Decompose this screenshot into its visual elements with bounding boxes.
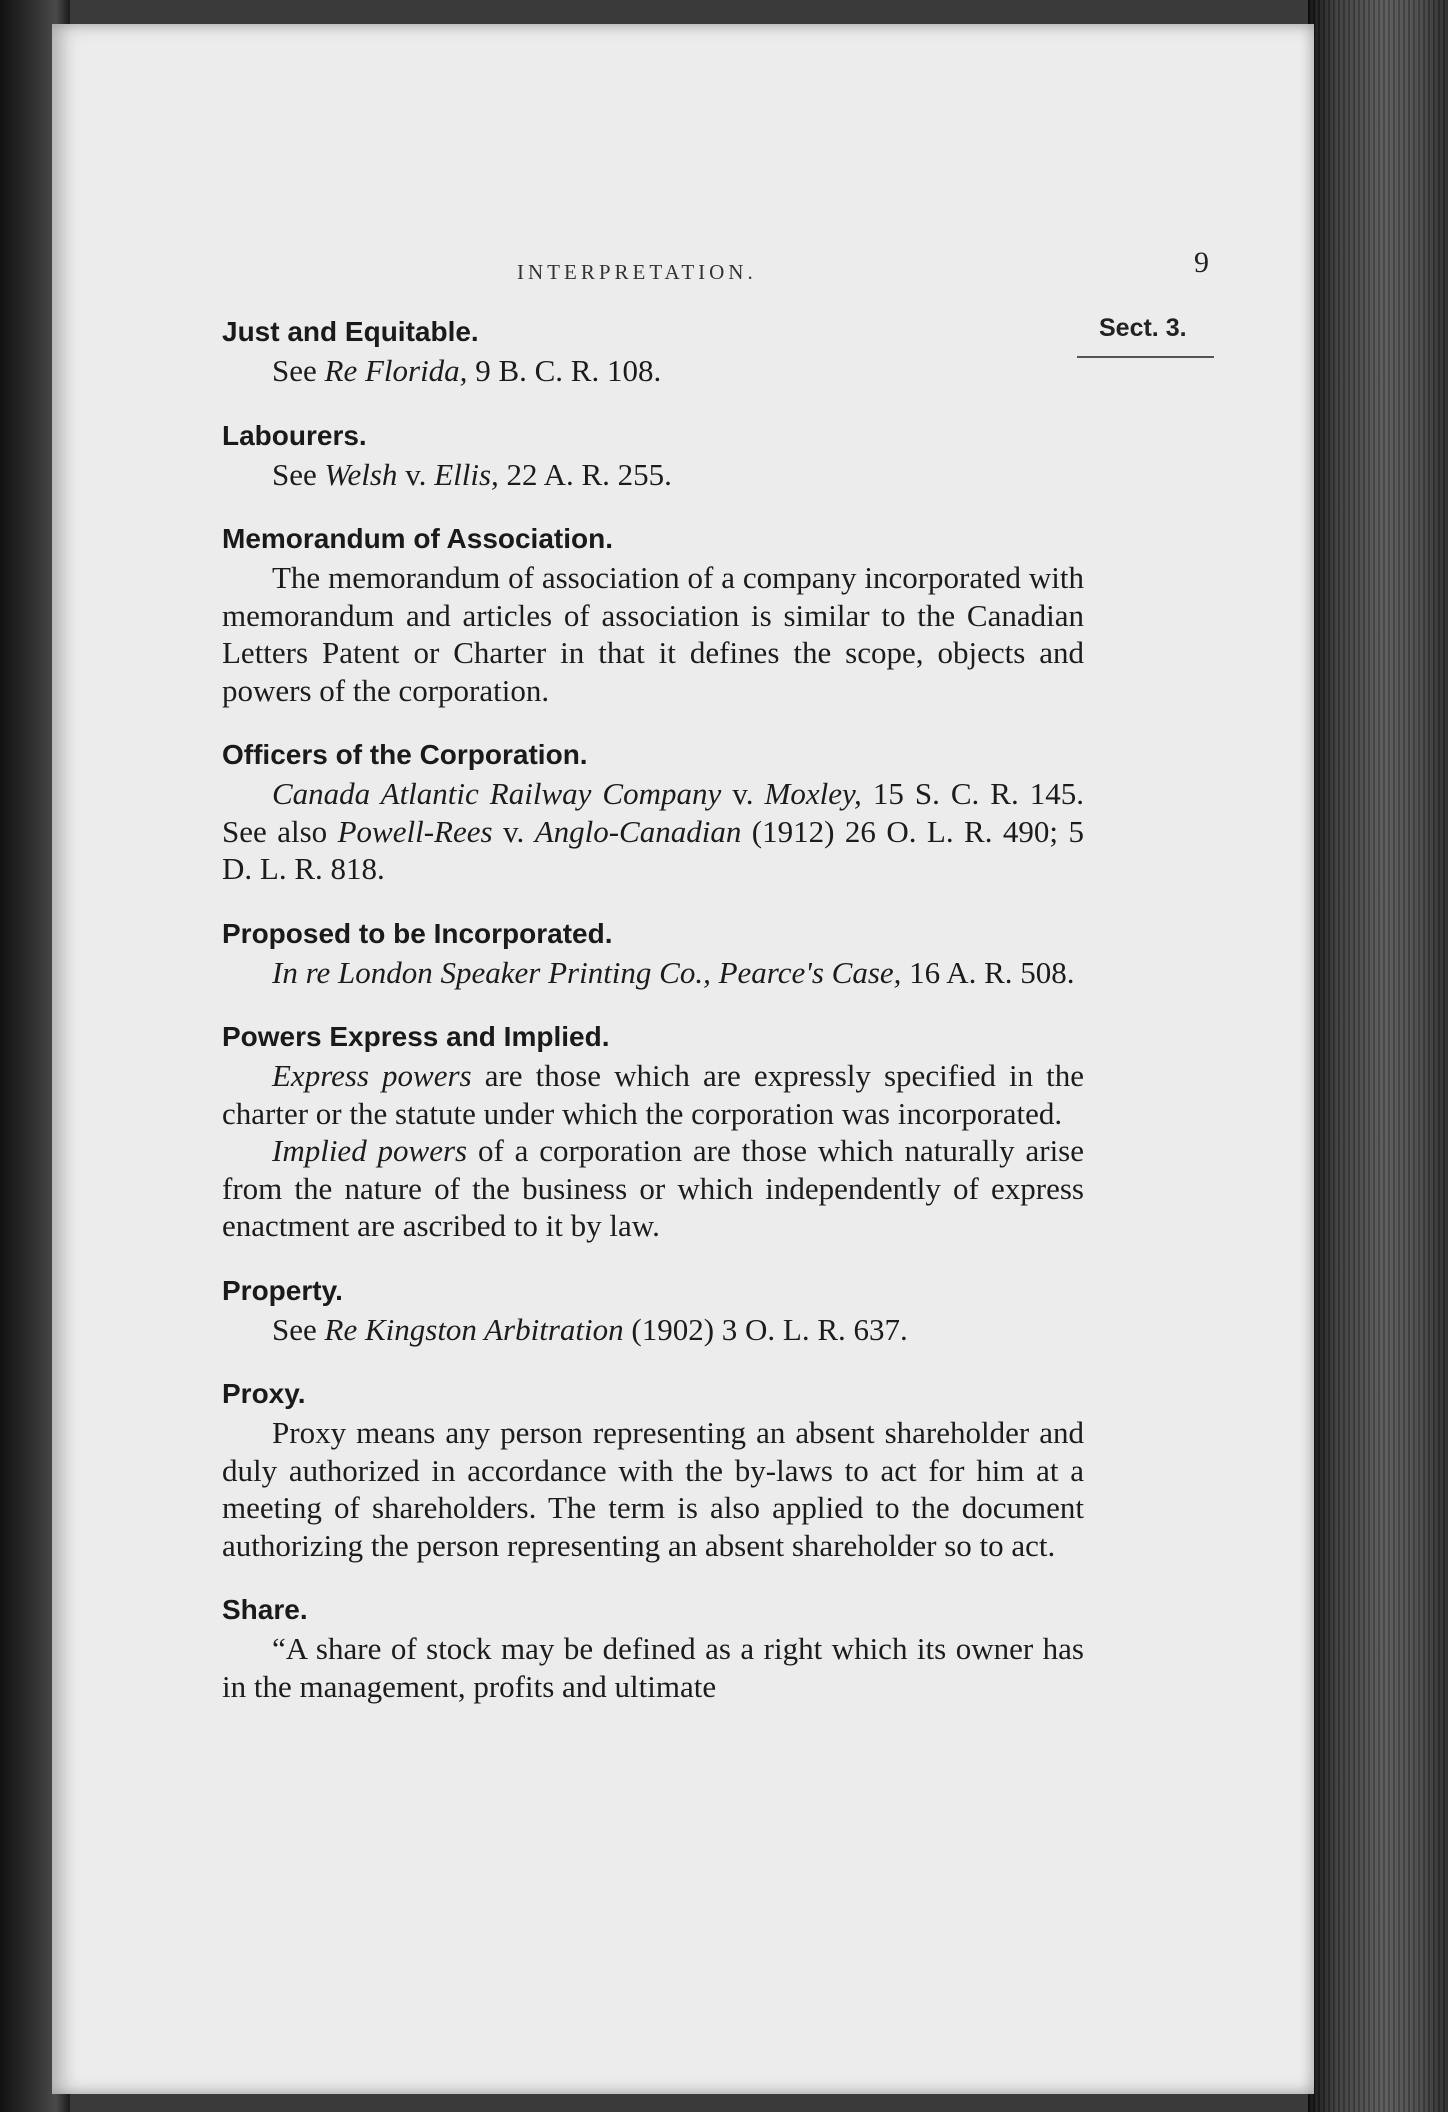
book-page-edges (1308, 0, 1448, 2112)
entry-just-and-equitable (222, 312, 1084, 390)
defined-term: Implied powers (272, 1133, 468, 1168)
running-head: INTERPRETATION. (517, 260, 757, 284)
entry-text (222, 456, 1084, 494)
citation: 9 B. C. R. 108. (467, 353, 662, 388)
entry-text: “A share of stock may be defined as a right which its owner has in the management, profits and ultimate (222, 1631, 1084, 1704)
citation: (1902) 3 O. L. R. 637. (623, 1311, 908, 1347)
case-name: In re London Speaker Printing Co., Pearce's Case, (272, 954, 902, 990)
citation: (1912) 26 O. L. R. 490; 5 D. L. R. 818. (222, 813, 1084, 886)
text-run: v. (721, 776, 765, 811)
entry-labourers (222, 416, 1084, 494)
entry-text: The memorandum of association of a company incorporated with memorandum and articles of association is similar to the Canadian Letters Patent or Charter in that it defines the scope, objects and powers of the corporation. (222, 560, 1084, 708)
entry-text: Proxy means any person representing an absent shareholder and duly authorized in accordance with the by-laws to act for him at a meeting of shareholders. The term is also applied to the document authorizing the person representing an absent shareholder so to act. (222, 1415, 1084, 1563)
text-run: See (272, 1311, 325, 1347)
entry-proxy (222, 1374, 1084, 1564)
entry-heading: Property. (222, 1274, 343, 1306)
page-body (222, 312, 1084, 1731)
text-run: 15 S. C. R. 145. See also (222, 776, 1084, 849)
entry-property (222, 1271, 1084, 1349)
entry-text (222, 1132, 1084, 1245)
entry-text (222, 1057, 1084, 1132)
entry-heading: Proxy. (222, 1378, 306, 1409)
entry-proposed (222, 914, 1084, 992)
text-run: of a corporation are those which naturally arise from the nature of the business or which independently of express enactment are ascribed to it by law. (222, 1133, 1084, 1243)
case-name: Powell-Rees (337, 813, 493, 849)
text-run: See (272, 456, 325, 492)
entry-text (222, 775, 1084, 888)
entry-text (222, 954, 1084, 992)
defined-term: Express powers (272, 1058, 472, 1093)
text-run: are those which are expressly specified in the charter or the statute under which the corporation was incorporated. (222, 1058, 1085, 1131)
entry-powers (222, 1017, 1084, 1245)
citation: 16 A. R. 508. (901, 954, 1075, 990)
entry-heading: Powers Express and Implied. (222, 1021, 610, 1052)
section-rule (1077, 356, 1214, 358)
case-name: Ellis, (434, 456, 499, 492)
page-number: 9 (1194, 246, 1209, 279)
case-name: Anglo-Canadian (534, 813, 742, 849)
case-name: Re Florida, (324, 353, 468, 388)
entry-share (222, 1590, 1084, 1705)
entry-memorandum (222, 519, 1084, 709)
entry-heading: Officers of the Corporation. (222, 739, 588, 770)
case-name: Moxley, (764, 776, 862, 811)
entry-heading: Just and Equitable. (222, 316, 479, 347)
entry-heading: Memorandum of Association. (222, 523, 614, 554)
case-name: Re Kingston Arbitration (324, 1311, 624, 1347)
section-label: Sect. 3. (1099, 314, 1187, 342)
entry-heading: Share. (222, 1594, 308, 1625)
text-run: See (272, 353, 325, 388)
case-name: Welsh (324, 456, 398, 492)
entry-text (222, 352, 1084, 390)
text-run: v. (492, 813, 535, 849)
citation: 22 A. R. 255. (498, 456, 672, 492)
book-page (52, 24, 1314, 2094)
entry-text (222, 1311, 1084, 1349)
entry-officers (222, 735, 1084, 888)
case-name: Canada Atlantic Railway Company (272, 776, 722, 811)
entry-heading: Proposed to be Incorporated. (222, 917, 613, 949)
text-run: v. (397, 456, 435, 492)
entry-heading: Labourers. (222, 419, 367, 451)
